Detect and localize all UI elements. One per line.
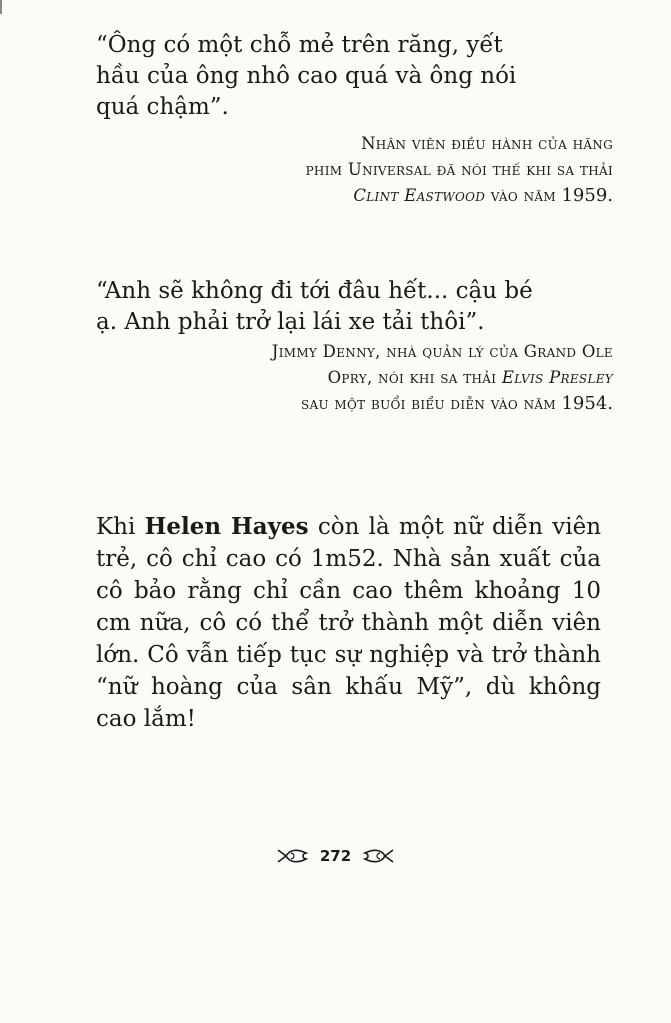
- page-edge-mark: [0, 0, 2, 14]
- quote-2-attribution-line-1: Jimmy Denny, nhà quản lý của Grand Ole: [271, 342, 613, 361]
- quote-2-attribution: [143, 339, 613, 417]
- quote-2-attribution-line-3: sau một buổi biểu diễn vào năm: [300, 394, 562, 413]
- quote-1-attribution: [143, 131, 613, 209]
- quote-1-attribution-name: Clint Eastwood: [353, 186, 486, 205]
- helen-hayes-paragraph: [96, 511, 601, 735]
- quote-1-attribution-line-1: Nhân viên điều hành của hãng: [361, 134, 613, 153]
- page-footer: [0, 846, 671, 866]
- quote-1-attribution-tail: vào năm: [485, 186, 562, 205]
- quote-2-attribution-year: 1954.: [561, 393, 613, 414]
- paragraph-lead: Khi: [96, 514, 145, 540]
- paragraph-name: Helen Hayes: [144, 513, 309, 540]
- page-number: 272: [319, 847, 352, 865]
- quote-1-attribution-year: 1959.: [561, 185, 613, 206]
- paragraph-rest: còn là một nữ diễn viên trẻ, cô chỉ cao có 1m52. Nhà sản xuất của cô bảo rằng chỉ cần cao thêm khoảng 10 cm nữa, cô có thể trở thành một diễn viên lớn. Cô vẫn tiếp tục sự nghiệp và trở thành “nữ hoàng của sân khấu Mỹ”, dù không cao lắm!: [96, 514, 602, 732]
- quote-1-attribution-line-2: phim Universal đã nói thế khi sa thải: [305, 160, 613, 179]
- quote-2-attribution-name: Elvis Presley: [501, 368, 613, 387]
- quote-2-line-1: “Anh sẽ không đi tới đâu hết... cậu bé: [96, 278, 533, 304]
- quote-2-line-2: ạ. Anh phải trở lại lái xe tải thôi”.: [96, 309, 485, 335]
- quote-1-line-3: quá chậm”.: [96, 94, 229, 120]
- fish-ornament-left-icon: [276, 846, 310, 866]
- quote-1-line-2: hầu của ông nhô cao quá và ông nói: [96, 63, 517, 89]
- quote-1-line-1: “Ông có một chỗ mẻ trên răng, yết: [96, 32, 503, 58]
- quote-2-attribution-line-2-pre: Opry, nói khi sa thải: [327, 368, 502, 387]
- quote-1-text: [96, 30, 601, 123]
- quote-2-text: [96, 276, 601, 338]
- fish-ornament-right-icon: [361, 846, 395, 866]
